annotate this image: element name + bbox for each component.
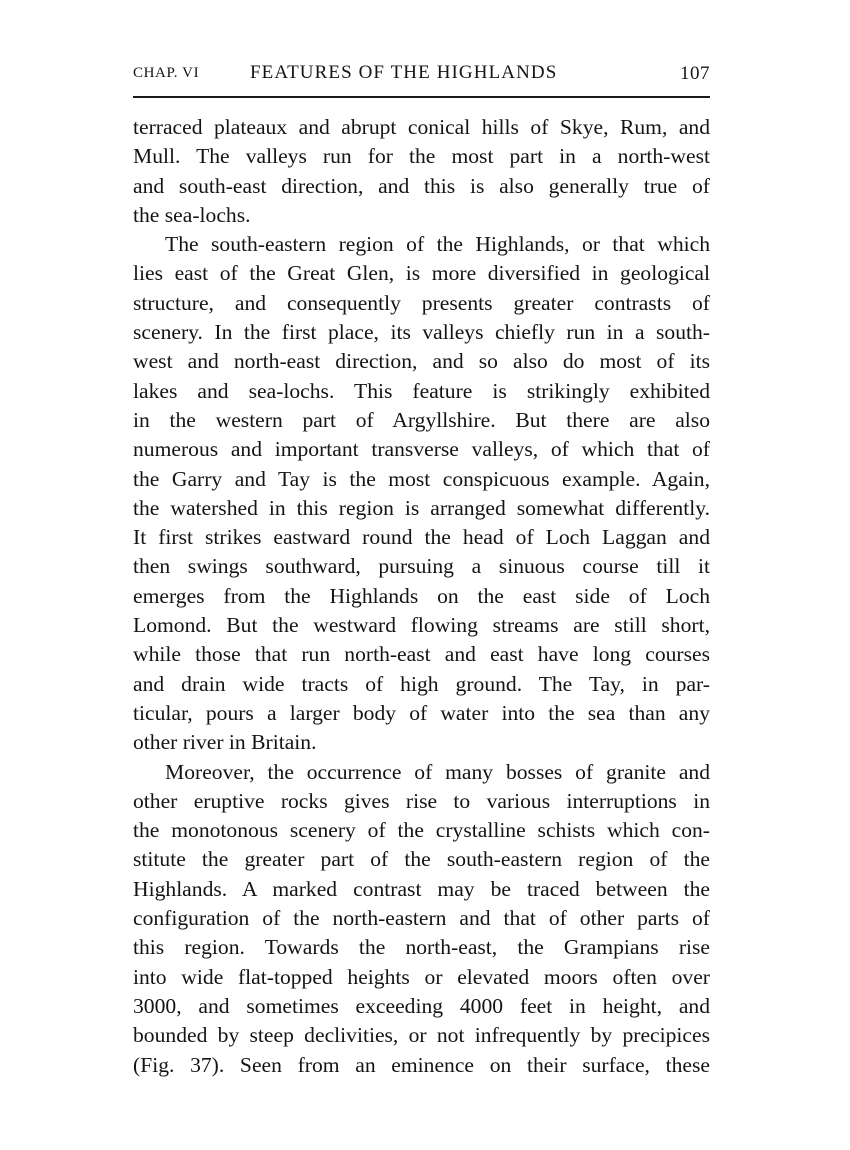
text-line: (Fig. 37). Seen from an eminence on their surface, these	[133, 1052, 710, 1077]
text-line: other eruptive rocks gives rise to various interruptions in	[133, 788, 710, 813]
text-line: and south-east direction, and this is also generally true of	[133, 173, 710, 198]
text-line: while those that run north-east and east have long courses	[133, 642, 710, 667]
text-line: It first strikes eastward round the head of Loch Laggan and	[133, 525, 710, 550]
page-number: 107	[680, 63, 710, 84]
text-line: the watershed in this region is arranged somewhat differently.	[133, 495, 710, 520]
text-line: Lomond. But the westward flowing streams are still short,	[133, 613, 710, 638]
text-line: in the western part of Argyllshire. But there are also	[133, 407, 710, 432]
text-line: this region. Towards the north-east, the Grampians rise	[133, 935, 710, 960]
paragraph	[133, 113, 710, 230]
text-line: ticular, pours a larger body of water into the sea than any	[133, 700, 710, 725]
text-line: the monotonous scenery of the crystalline schists which con-	[133, 818, 710, 843]
text-line: then swings southward, pursuing a sinuous course till it	[133, 554, 710, 579]
text-line: other river in Britain.	[133, 730, 317, 755]
running-head	[133, 62, 710, 86]
text-line: west and north-east direction, and so also do most of its	[133, 349, 710, 374]
text-line: lies east of the Great Glen, is more diversified in geological	[133, 261, 710, 286]
text-line: emerges from the Highlands on the east side of Loch	[133, 583, 710, 608]
text-line: bounded by steep declivities, or not infrequently by precipices	[133, 1023, 710, 1048]
text-line: Highlands. A marked contrast may be traced between the	[133, 876, 710, 901]
text-line: The south-eastern region of the Highlands, or that which	[165, 232, 710, 257]
paragraph	[133, 758, 710, 1080]
text-line: into wide flat-topped heights or elevated moors often over	[133, 964, 710, 989]
header-rule	[133, 96, 710, 98]
text-line: the Garry and Tay is the most conspicuous example. Again,	[133, 466, 710, 491]
text-line: configuration of the north-eastern and that of other parts of	[133, 906, 710, 931]
running-title: FEATURES OF THE HIGHLANDS	[250, 62, 558, 83]
chapter-label: CHAP. VI	[133, 65, 200, 81]
text-line: Mull. The valleys run for the most part in a north-west	[133, 144, 710, 169]
text-line: the sea-lochs.	[133, 202, 251, 227]
text-line: stitute the greater part of the south-eastern region of the	[133, 847, 710, 872]
text-line: lakes and sea-lochs. This feature is strikingly exhibited	[133, 378, 710, 403]
text-line: structure, and consequently presents greater contrasts of	[133, 290, 710, 315]
body-text	[133, 113, 710, 1080]
text-line: scenery. In the first place, its valleys chiefly run in a south-	[133, 320, 710, 345]
text-line: terraced plateaux and abrupt conical hills of Skye, Rum, and	[133, 115, 710, 139]
text-line: numerous and important transverse valleys, of which that of	[133, 437, 710, 462]
text-line: 3000, and sometimes exceeding 4000 feet in height, and	[133, 993, 710, 1018]
text-line: Moreover, the occurrence of many bosses of granite and	[165, 759, 710, 784]
text-line: and drain wide tracts of high ground. The Tay, in par-	[133, 671, 710, 696]
paragraph	[133, 230, 710, 757]
